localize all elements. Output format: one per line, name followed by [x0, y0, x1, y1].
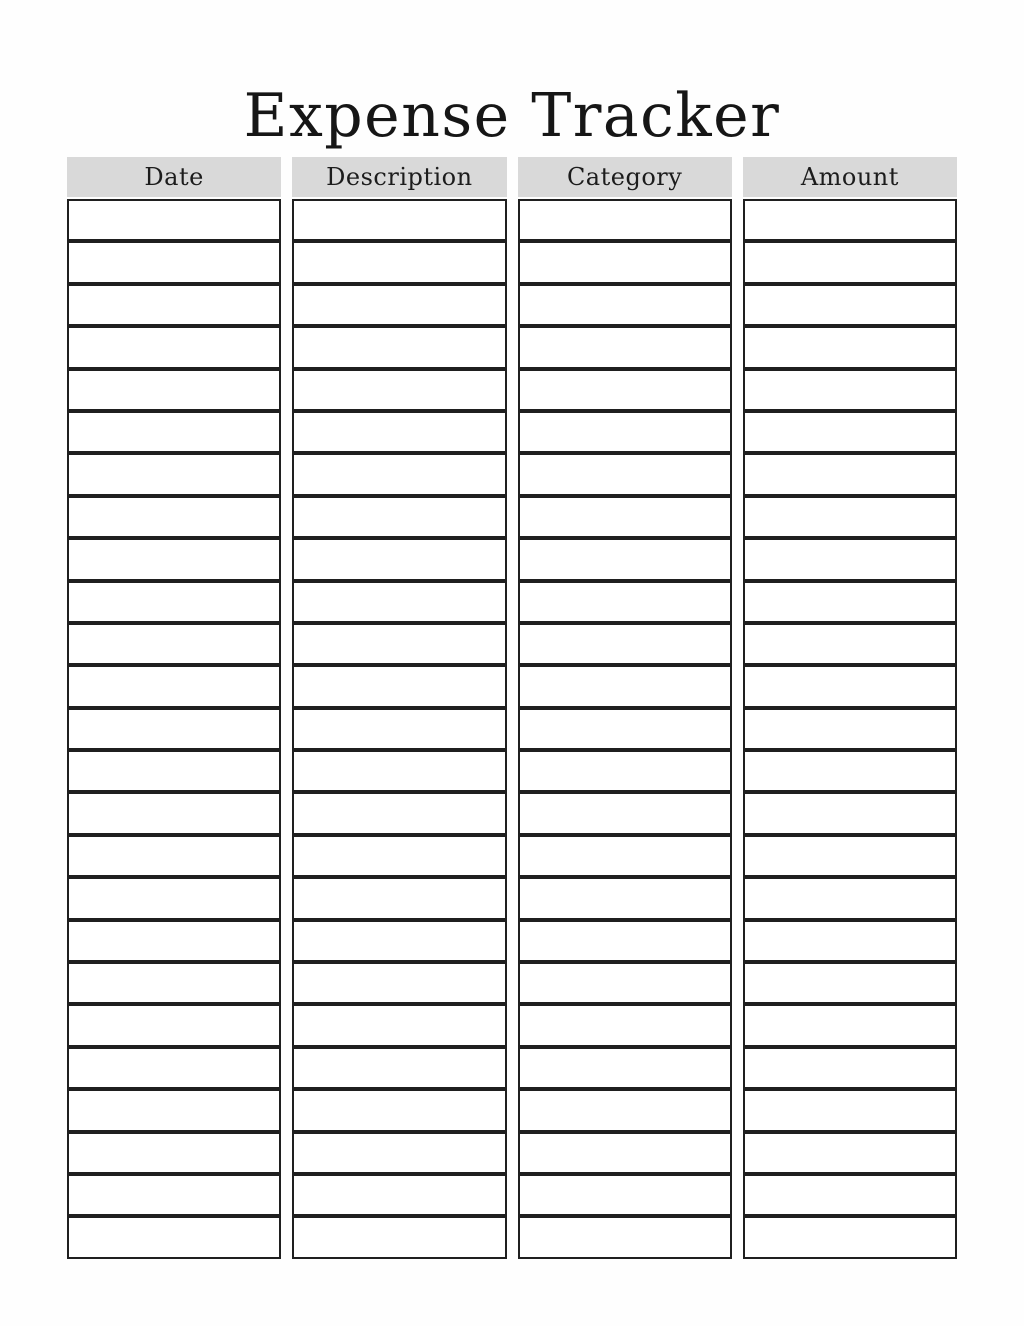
table-cell[interactable]: [67, 411, 281, 453]
table-cell[interactable]: [292, 877, 506, 919]
table-cell[interactable]: [518, 920, 732, 962]
table-cell[interactable]: [67, 241, 281, 283]
table-cell[interactable]: [518, 1089, 732, 1131]
column-header-amount: Amount: [743, 157, 957, 197]
column-amount: [743, 157, 957, 1259]
table-cell[interactable]: [67, 708, 281, 750]
table-cell[interactable]: [518, 1004, 732, 1046]
table-cell[interactable]: [743, 199, 957, 241]
table-cell[interactable]: [67, 496, 281, 538]
table-cell[interactable]: [518, 708, 732, 750]
table-cell[interactable]: [67, 1216, 281, 1258]
table-cell[interactable]: [518, 411, 732, 453]
column-description: [292, 157, 506, 1259]
table-cell[interactable]: [743, 496, 957, 538]
table-cell[interactable]: [518, 877, 732, 919]
table-cell[interactable]: [67, 1004, 281, 1046]
table-cell[interactable]: [743, 962, 957, 1004]
table-cell[interactable]: [292, 750, 506, 792]
table-cell[interactable]: [743, 284, 957, 326]
table-cell[interactable]: [518, 284, 732, 326]
table-cell[interactable]: [67, 538, 281, 580]
table-cell[interactable]: [292, 962, 506, 1004]
table-cell[interactable]: [292, 920, 506, 962]
table-cell[interactable]: [67, 750, 281, 792]
table-cell[interactable]: [518, 792, 732, 834]
table-cell[interactable]: [292, 453, 506, 495]
table-cell[interactable]: [518, 962, 732, 1004]
table-cell[interactable]: [67, 1089, 281, 1131]
table-cell[interactable]: [67, 1174, 281, 1216]
table-cell[interactable]: [67, 920, 281, 962]
expense-tracker-page: [67, 0, 957, 1259]
table-cell[interactable]: [292, 538, 506, 580]
table-cell[interactable]: [743, 411, 957, 453]
table-cell[interactable]: [518, 1047, 732, 1089]
table-cell[interactable]: [743, 835, 957, 877]
table-cell[interactable]: [743, 369, 957, 411]
table-cell[interactable]: [292, 241, 506, 283]
table-cell[interactable]: [67, 581, 281, 623]
table-cell[interactable]: [743, 581, 957, 623]
table-cell[interactable]: [292, 411, 506, 453]
table-cell[interactable]: [292, 199, 506, 241]
table-cell[interactable]: [518, 623, 732, 665]
table-cell[interactable]: [743, 877, 957, 919]
table-cell[interactable]: [743, 1216, 957, 1258]
table-cell[interactable]: [292, 665, 506, 707]
table-cell[interactable]: [67, 835, 281, 877]
table-cell[interactable]: [67, 1132, 281, 1174]
table-cell[interactable]: [743, 665, 957, 707]
table-cell[interactable]: [67, 665, 281, 707]
table-cell[interactable]: [743, 792, 957, 834]
table-cell[interactable]: [743, 1047, 957, 1089]
table-cell[interactable]: [743, 750, 957, 792]
table-cell[interactable]: [67, 284, 281, 326]
page-title: Expense Tracker: [243, 81, 781, 151]
table-cell[interactable]: [518, 326, 732, 368]
table-cell[interactable]: [743, 708, 957, 750]
table-cell[interactable]: [518, 241, 732, 283]
table-cell[interactable]: [292, 326, 506, 368]
table-cell[interactable]: [518, 453, 732, 495]
table-cell[interactable]: [292, 1132, 506, 1174]
table-cell[interactable]: [743, 326, 957, 368]
table-cell[interactable]: [292, 369, 506, 411]
column-header-date: Date: [67, 157, 281, 197]
table-cell[interactable]: [518, 1132, 732, 1174]
column-date: [67, 157, 281, 1259]
table-cell[interactable]: [743, 1089, 957, 1131]
table-cell[interactable]: [743, 1004, 957, 1046]
table-cell[interactable]: [743, 1132, 957, 1174]
table-cell[interactable]: [518, 199, 732, 241]
table-cell[interactable]: [743, 1174, 957, 1216]
table-cell[interactable]: [67, 623, 281, 665]
table-cell[interactable]: [67, 877, 281, 919]
table-cell[interactable]: [743, 453, 957, 495]
table-cell[interactable]: [292, 1004, 506, 1046]
table-cell[interactable]: [292, 1089, 506, 1131]
table-cell[interactable]: [518, 581, 732, 623]
table-cell[interactable]: [67, 962, 281, 1004]
table-cell[interactable]: [292, 1174, 506, 1216]
table-cell[interactable]: [743, 538, 957, 580]
table-cell[interactable]: [292, 581, 506, 623]
table-cell[interactable]: [518, 496, 732, 538]
table-cell[interactable]: [292, 623, 506, 665]
table-cell[interactable]: [518, 835, 732, 877]
table-cell[interactable]: [292, 496, 506, 538]
title-bar: [67, 0, 957, 157]
table-cell[interactable]: [743, 623, 957, 665]
table-cell[interactable]: [518, 1174, 732, 1216]
table-cell[interactable]: [743, 241, 957, 283]
column-header-description: Description: [292, 157, 506, 197]
table-cell[interactable]: [67, 369, 281, 411]
table-cell[interactable]: [67, 1047, 281, 1089]
column-category: [518, 157, 732, 1259]
table-cell[interactable]: [518, 538, 732, 580]
table-cell[interactable]: [518, 1216, 732, 1258]
table-cell[interactable]: [518, 369, 732, 411]
table-cell[interactable]: [292, 708, 506, 750]
table-cell[interactable]: [518, 750, 732, 792]
column-header-category: Category: [518, 157, 732, 197]
table-cell[interactable]: [292, 792, 506, 834]
table-cell[interactable]: [67, 792, 281, 834]
table-cell[interactable]: [67, 453, 281, 495]
table-cell[interactable]: [67, 326, 281, 368]
table-cell[interactable]: [743, 920, 957, 962]
table-cell[interactable]: [292, 1047, 506, 1089]
table-cell[interactable]: [292, 835, 506, 877]
table-cell[interactable]: [292, 1216, 506, 1258]
table-cell[interactable]: [292, 284, 506, 326]
table-cell[interactable]: [518, 665, 732, 707]
expense-table: [67, 157, 957, 1259]
table-cell[interactable]: [67, 199, 281, 241]
